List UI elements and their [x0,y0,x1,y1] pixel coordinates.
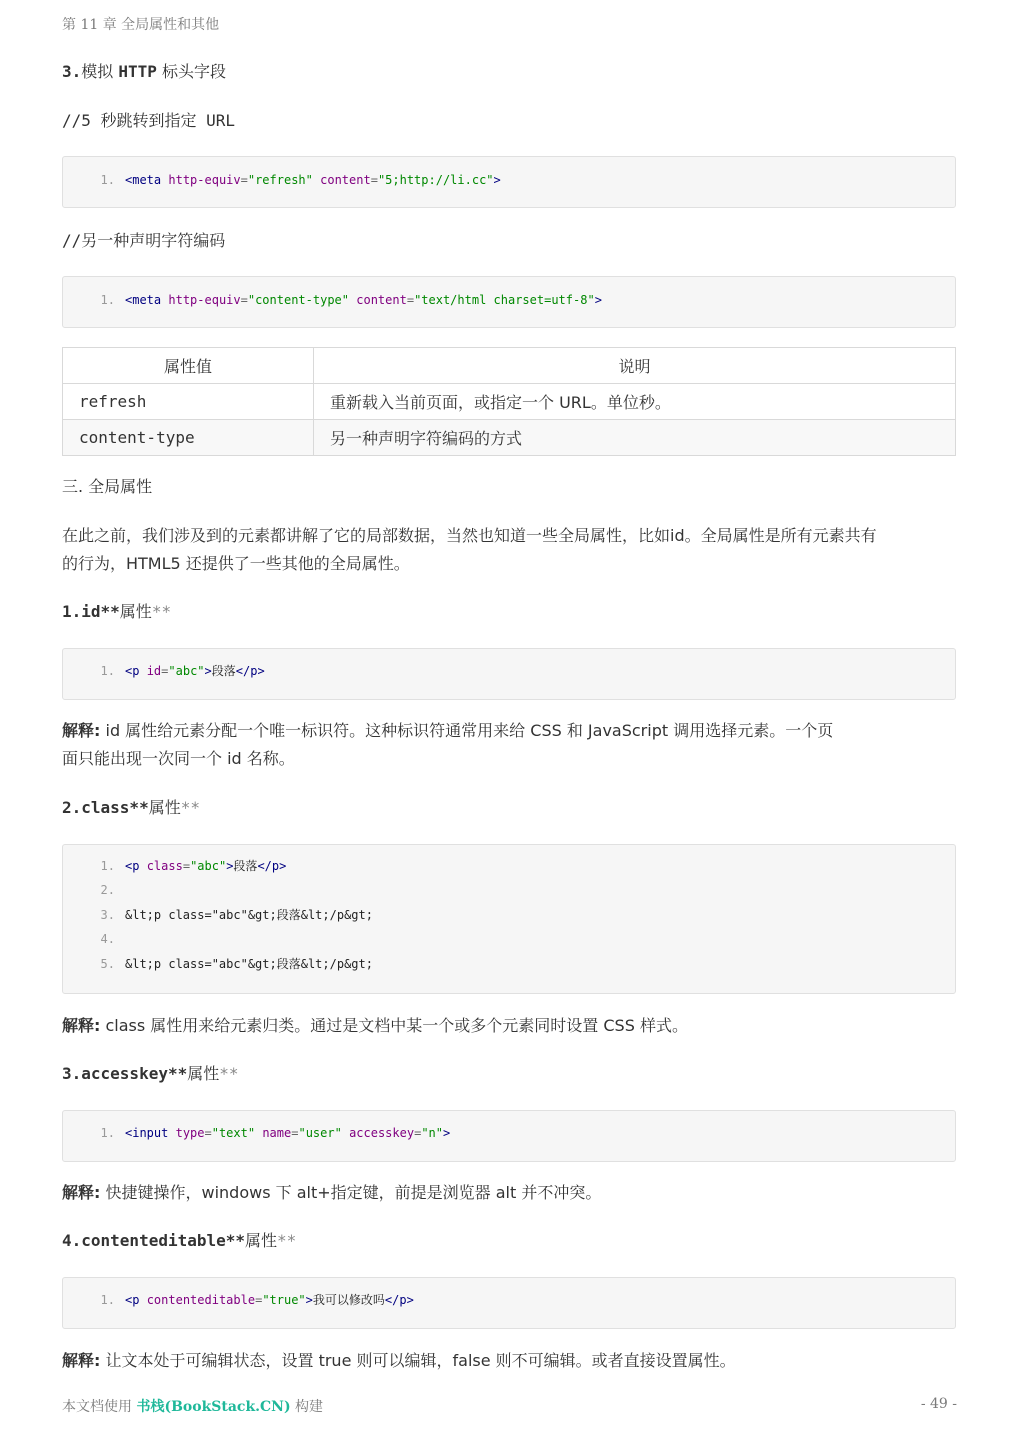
footer-credit [62,1396,323,1416]
code-value: "abc" [168,664,205,678]
heading-code: 1.id** [62,602,120,621]
attribute-table [62,347,956,456]
code-token: < [125,664,133,678]
heading-marker: ** [219,1064,239,1083]
code-value: "text" [211,1126,256,1140]
code-block-id [62,648,956,700]
code-token: < [125,293,133,307]
code-line [63,661,265,681]
explanation-text: 让文本处于可编辑状态，设置 true 则可以编辑，false 则不可编辑。或者直接设置属性。 [100,1351,736,1370]
table-header-row [63,348,956,384]
code-value: "abc" [190,859,227,873]
code-attr: type [175,1126,205,1140]
heading-text: 属性 [187,1064,220,1083]
intro-paragraph [62,522,956,578]
code-line [63,290,602,310]
heading-marker: ** [277,1231,297,1250]
code-value: "refresh" [247,173,313,187]
code-value: "content-type" [247,293,350,307]
code-text: 段落 [211,664,236,678]
code-token: = [240,293,248,307]
heading-text: 属性 [148,798,181,817]
code-tag: </p> [257,859,287,873]
table-header: 说明 [314,348,956,384]
code-attr: http-equiv [168,173,241,187]
code-token: > [204,664,212,678]
code-attr: id [146,664,162,678]
code-line [63,856,286,876]
line-number: 4. [100,932,115,946]
explanation-class [62,1012,956,1040]
table-cell: 重新载入当前页面，或指定一个 URL。单位秒。 [314,384,956,420]
section-heading-global: 三. 全局属性 [62,477,153,496]
code-token: < [125,1126,133,1140]
code-token: = [291,1126,299,1140]
section-title-b: HTTP [118,62,157,81]
code-tag: p [132,1293,140,1307]
heading-class-attr [62,794,956,822]
code-tag: </p> [384,1293,414,1307]
explanation-label: 解释: [62,1183,101,1202]
code-block-class [62,844,956,994]
footer-prefix: 本文档使用 [62,1399,137,1415]
code-text: &lt;p class="abc"&gt;段落&lt;/p&gt; [125,957,373,971]
heading-code: 2.class** [62,798,149,817]
footer-brand-link[interactable]: 书栈(BookStack.CN) [136,1399,291,1415]
code-value: "5;http://li.cc" [377,173,494,187]
explanation-text: id 属性给元素分配一个唯一标识符。这种标识符通常用来给 CSS 和 JavaScript 调用选择元素。一个页 [100,721,834,740]
code-line [63,1290,414,1310]
code-attr: content [356,293,407,307]
line-number: 1. [100,173,115,187]
explanation-line: 面只能出现一次同一个 id 名称。 [62,749,295,768]
code-tag: p [132,859,140,873]
code-value: "text/html charset=utf-8" [414,293,595,307]
explanation-accesskey [62,1179,956,1207]
heading-accesskey-attr [62,1060,956,1088]
code-attr: content [320,173,371,187]
table-header: 属性值 [63,348,314,384]
page-number: - 49 - [920,1396,957,1412]
code-token: = [370,173,378,187]
table-row [63,420,956,456]
line-number: 1. [100,859,115,873]
code-token: = [414,1126,422,1140]
table-cell: content-type [63,420,314,456]
line-number: 2. [100,883,115,897]
explanation-text: 快捷键操作，windows 下 alt+指定键，前提是浏览器 alt 并不冲突。 [100,1183,602,1202]
code-text: 我可以修改吗 [312,1293,385,1307]
explanation-contenteditable [62,1347,956,1375]
heading-text: 属性 [245,1231,278,1250]
code-token: = [182,859,191,873]
section-number: 3. [62,62,82,81]
explanation-label: 解释: [62,721,101,740]
heading-id-attr [62,598,956,626]
intro-line: 在此之前，我们涉及到的元素都讲解了它的局部数据，当然也知道一些全局属性，比如id。全局属性是所有元素共有 [62,526,877,545]
code-token: > [493,173,501,187]
section-heading-http [62,58,956,86]
code-line [63,905,373,925]
code-token: = [406,293,415,307]
intro-line: 的行为，HTML5 还提供了一些其他的全局属性。 [62,554,410,573]
code-text: &lt;p class="abc"&gt;段落&lt;/p&gt; [125,908,373,922]
line-number: 1. [100,1293,115,1307]
explanation-label: 解释: [62,1016,101,1035]
code-token: = [161,664,169,678]
code-token: = [255,1293,263,1307]
section-title-a: 模拟 [81,62,119,81]
code-tag: meta [132,293,162,307]
heading-code: 3.accesskey** [62,1064,188,1083]
code-tag: input [132,1126,169,1140]
heading-marker: ** [151,602,172,621]
explanation-id [62,717,956,773]
code-token: > [594,293,602,307]
code-token: > [305,1293,313,1307]
table-row [63,384,956,420]
running-header: 第 11 章 全局属性和其他 [62,17,220,33]
comment-charset: //另一种声明字符编码 [62,231,226,250]
code-tag: p [132,664,140,678]
code-value: "user" [298,1126,342,1140]
explanation-line [62,717,956,745]
line-number: 1. [100,1126,115,1140]
code-attr: http-equiv [168,293,241,307]
comment-redirect: //5 秒跳转到指定 URL [62,111,236,130]
heading-contenteditable-attr [62,1227,956,1255]
line-number: 3. [100,908,115,922]
code-line [63,170,501,190]
code-value: "true" [262,1293,306,1307]
code-block-contenteditable [62,1277,956,1329]
code-token: < [125,859,133,873]
code-line [63,954,373,974]
heading-marker: ** [180,798,200,817]
code-line [63,1123,450,1143]
code-token: > [226,859,234,873]
line-number: 1. [100,293,115,307]
code-tag: </p> [235,664,265,678]
code-token: = [240,173,248,187]
code-text: 段落 [233,859,258,873]
footer-suffix: 构建 [290,1399,324,1415]
code-attr: accesskey [349,1126,415,1140]
explanation-label: 解释: [62,1351,101,1370]
line-number: 1. [100,664,115,678]
code-block-content-type [62,276,956,328]
code-attr: contenteditable [146,1293,256,1307]
code-value: "n" [421,1126,444,1140]
heading-code: 4.contenteditable** [62,1231,246,1250]
code-token: = [204,1126,212,1140]
code-block-refresh [62,156,956,208]
table-cell: 另一种声明字符编码的方式 [314,420,956,456]
code-line [63,929,125,949]
code-attr: name [262,1126,292,1140]
section-title-c: 标头字段 [156,62,226,81]
code-token: < [125,173,133,187]
code-token: < [125,1293,133,1307]
heading-text: 属性 [119,602,152,621]
table-cell: refresh [63,384,314,420]
line-number: 5. [100,957,115,971]
explanation-text: class 属性用来给元素归类。通过是文档中某一个或多个元素同时设置 CSS 样式。 [100,1016,688,1035]
code-line [63,880,125,900]
code-attr: class [146,859,183,873]
code-block-accesskey [62,1110,956,1162]
code-token: > [443,1126,451,1140]
code-tag: meta [132,173,162,187]
